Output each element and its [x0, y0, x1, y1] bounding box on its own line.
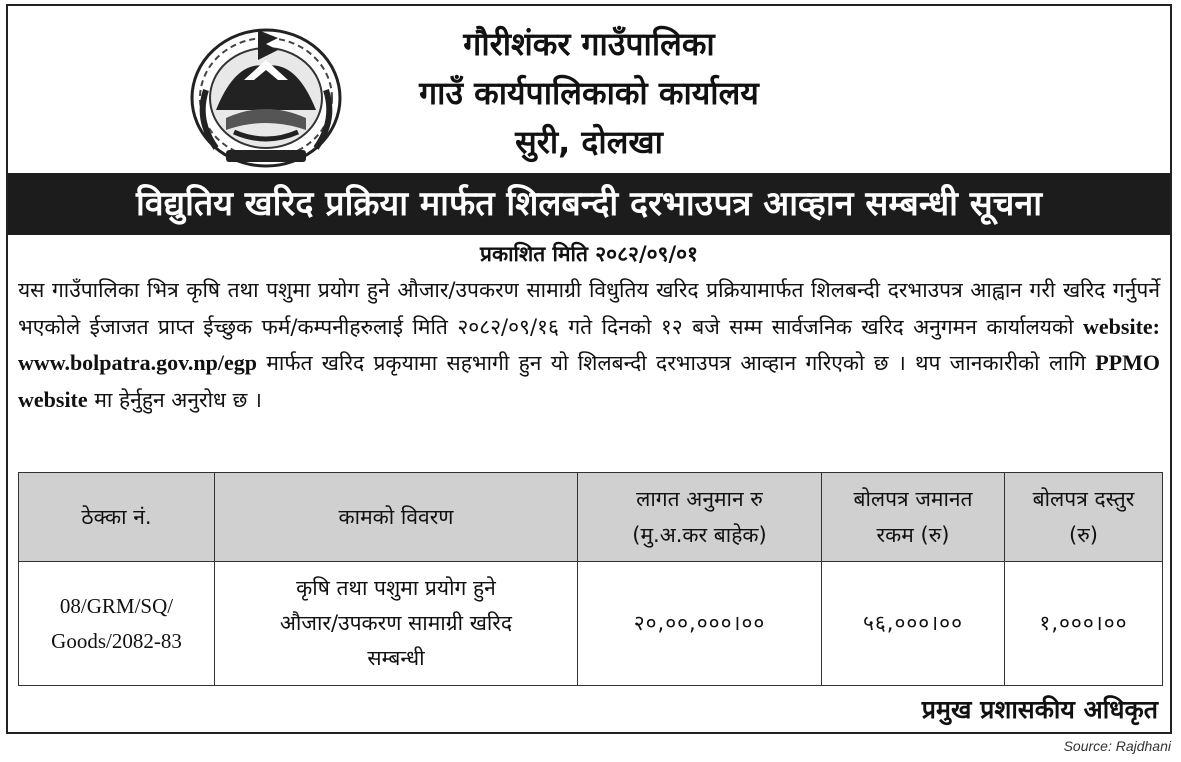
header-bid-security: बोलपत्र जमानत रकम (रु) [822, 473, 1005, 562]
works-table [18, 472, 1163, 686]
table-header-row [19, 473, 1163, 562]
notice-frame [6, 4, 1172, 734]
body-part-3: मा हेर्नुहुन अनुरोध छ । [94, 387, 262, 412]
signatory-title: प्रमुख प्रशासकीय अधिकृत [921, 695, 1158, 724]
body-part-1: यस गाउँपालिका भित्र कृषि तथा पशुमा प्रयोग हुने औजार/उपकरण सामाग्री विधुतिय खरिद प्रक्रियामार्फत शिलबन्दी दरभाउपत्र आह्वान गरी खरिद गर्नुपर्ने भएकोले ईजाजत प्राप्त ईच्छुक फर्म/कम्पनीहरुलाई मिति २०८२/०९/१६ गते दिनको १२ बजे सम्म सार्वजनिक खरिद अनुगमन कार्यालयको [18, 278, 1160, 339]
municipality-name: गौरीशंकर गाउँपालिका [463, 25, 715, 63]
header-contract-no: ठेक्का नं. [19, 473, 215, 562]
body-part-2: मार्फत खरिद प्रकृयामा सहभागी हुन यो शिलबन्दी दरभाउपत्र आव्हान गरिएको छ । थप जानकारीको लागि [266, 351, 1086, 375]
cell-bid-fee: १,०००।०० [1005, 562, 1163, 686]
table-row [19, 562, 1163, 686]
published-date: प्रकाशित मिति २०८२/०९/०१ [480, 242, 698, 266]
cell-bid-security: ५६,०००।०० [822, 562, 1005, 686]
header-description: कामको विवरण [215, 473, 578, 562]
office-name: गाउँ कार्यपालिकाको कार्यालय [419, 74, 759, 112]
header-cost-estimate: लागत अनुमान रु (मु.अ.कर बाहेक) [578, 473, 822, 562]
cell-description: कृषि तथा पशुमा प्रयोग हुने औजार/उपकरण सामाग्री खरिद सम्बन्धी [215, 562, 578, 686]
cell-cost-estimate: २०,००,०००।०० [578, 562, 822, 686]
source-credit: Source: Rajdhani [1063, 738, 1171, 754]
notice-body [18, 272, 1160, 418]
cell-contract-no: 08/GRM/SQ/ Goods/2082-83 [19, 562, 215, 686]
header-bid-fee: बोलपत्र दस्तुर (रु) [1005, 473, 1163, 562]
office-location: सुरी, दोलखा [515, 123, 663, 161]
notice-title: विद्युतिय खरिद प्रक्रिया मार्फत शिलबन्दी दरभाउपत्र आव्हान सम्बन्धी सूचना [8, 173, 1170, 235]
ppmo-website-label: PPMO website [18, 350, 1160, 412]
website-link[interactable]: website: www.bolpatra.gov.np/egp [18, 313, 1160, 375]
